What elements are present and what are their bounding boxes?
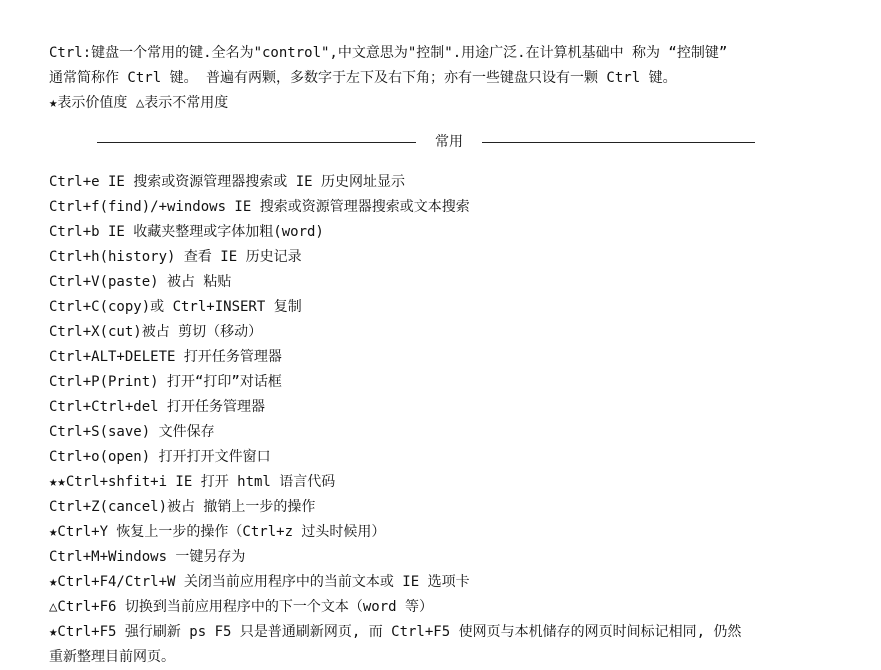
divider-rule-left: [97, 142, 433, 143]
shortcut-entry: ★★Ctrl+shfit+i IE 打开 html 语言代码: [49, 474, 336, 490]
shortcut-entry: Ctrl+ALT+DELETE 打开任务管理器: [49, 349, 282, 365]
shortcut-entry: △Ctrl+F6 切换到当前应用程序中的下一个文本（word 等）: [49, 599, 434, 615]
intro-paragraph: [49, 41, 849, 116]
shortcut-entry: Ctrl+h(history) 查看 IE 历史记录: [49, 249, 302, 265]
intro-line: Ctrl:键盘一个常用的键.全名为"control",中文意思为"控制".用途广泛.在计算机基础中 称为 “控制键”: [49, 45, 728, 61]
shortcut-entry: Ctrl+Z(cancel)被占 撤销上一步的操作: [49, 499, 316, 515]
shortcut-entry: Ctrl+C(copy)或 Ctrl+INSERT 复制: [49, 299, 302, 315]
shortcut-entry: Ctrl+P(Print) 打开“打印”对话框: [49, 374, 282, 390]
shortcut-entry: Ctrl+S(save) 文件保存: [49, 424, 215, 440]
section-divider: [49, 128, 849, 158]
shortcut-entry: Ctrl+f(find)/+windows IE 搜索或资源管理器搜索或文本搜索: [49, 199, 470, 215]
shortcut-list: [49, 170, 849, 670]
legend-line: ★表示价值度 △表示不常用度: [49, 95, 229, 111]
shortcut-entry: Ctrl+b IE 收藏夹整理或字体加粗(word): [49, 224, 324, 240]
shortcut-entry: Ctrl+Ctrl+del 打开任务管理器: [49, 399, 266, 415]
shortcut-entry: ★Ctrl+F5 强行刷新 ps F5 只是普通刷新网页, 而 Ctrl+F5 使网页与本机储存的网页时间标记相同, 仍然: [49, 624, 742, 640]
shortcut-entry-continuation: 重新整理目前网页。: [49, 649, 175, 665]
document-body: [49, 41, 849, 670]
shortcut-entry: Ctrl+e IE 搜索或资源管理器搜索或 IE 历史网址显示: [49, 174, 406, 190]
section-heading: 常用: [416, 128, 482, 156]
shortcut-entry: Ctrl+o(open) 打开打开文件窗口: [49, 449, 271, 465]
intro-line: 通常简称作 Ctrl 键。 普遍有两颗，多数字于左下及右下角；亦有一些键盘只设有一颗 Ctrl 键。: [49, 70, 677, 86]
shortcut-entry: ★Ctrl+Y 恢复上一步的操作（Ctrl+z 过头时候用）: [49, 524, 386, 540]
shortcut-entry: Ctrl+M+Windows 一键另存为: [49, 549, 246, 565]
shortcut-entry: ★Ctrl+F4/Ctrl+W 关闭当前应用程序中的当前文本或 IE 选项卡: [49, 574, 470, 590]
shortcut-entry: Ctrl+V(paste) 被占 粘贴: [49, 274, 232, 290]
shortcut-entry: Ctrl+X(cut)被占 剪切（移动）: [49, 324, 263, 340]
divider-rule-right: [467, 142, 755, 143]
